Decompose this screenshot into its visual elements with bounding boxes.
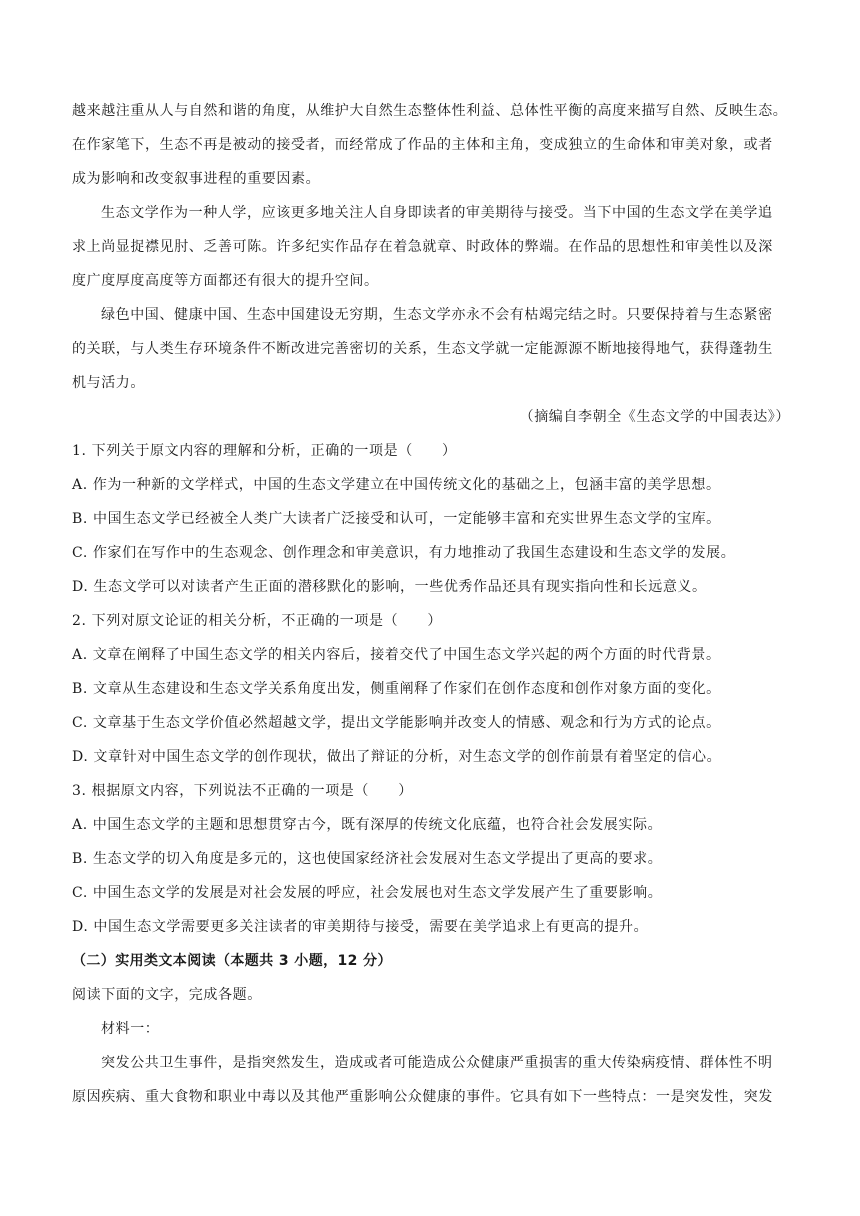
text-line: 的关联，与人类生存环境条件不断改进完善密切的关系，生态文学就一定能源源不断地接得地气，获得蓬勃生	[72, 341, 773, 357]
material-paragraph	[72, 1046, 792, 1114]
passage-continuation	[72, 94, 792, 196]
option-d: D. 中国生态文学需要更多关注读者的审美期待与接受，需要在美学追求上有更高的提升。	[72, 919, 649, 935]
text-line: 越来越注重从人与自然和谐的角度，从维护大自然生态整体性利益、总体性平衡的高度来描写自然、反映生态。	[72, 103, 788, 119]
text-line: 求上尚显捉襟见肘、乏善可陈。许多纪实作品存在着急就章、时政体的弊端。在作品的思想性和审美性以及深	[72, 239, 773, 255]
question-3	[72, 774, 792, 944]
text-line: 生态文学作为一种人学，应该更多地关注人自身即读者的审美期待与接受。当下中国的生态文学在美学追	[101, 205, 773, 221]
option-d: D. 文章针对中国生态文学的创作现状，做出了辩证的分析，对生态文学的创作前景有着坚定的信心。	[72, 749, 722, 765]
option-c: C. 作家们在写作中的生态观念、创作理念和审美意识，有力地推动了我国生态建设和生态文学的发展。	[72, 545, 736, 561]
text-line: 突发公共卫生事件，是指突然发生，造成或者可能造成公众健康严重损害的重大传染病疫情、群体性不明	[101, 1055, 773, 1071]
option-d: D. 生态文学可以对读者产生正面的潜移默化的影响，一些优秀作品还具有现实指向性和长远意义。	[72, 579, 707, 595]
document-page	[72, 94, 792, 1114]
paragraph-aesthetics	[72, 196, 792, 298]
instruction-text: 阅读下面的文字，完成各题。	[72, 987, 262, 1003]
section-heading: （二）实用类文本阅读（本题共 3 小题，12 分）	[72, 953, 392, 969]
text-line: 机与活力。	[72, 375, 145, 391]
question-1	[72, 434, 792, 604]
question-stem: 2. 下列对原文论证的相关分析，不正确的一项是（ ）	[72, 613, 443, 629]
text-line: 度广度厚度高度等方面都还有很大的提升空间。	[72, 273, 379, 289]
option-a: A. 中国生态文学的主题和思想贯穿古今，既有深厚的传统文化底蕴，也符合社会发展实际。	[72, 817, 663, 833]
question-stem: 3. 根据原文内容，下列说法不正确的一项是（ ）	[72, 783, 413, 799]
option-c: C. 中国生态文学的发展是对社会发展的呼应，社会发展也对生态文学发展产生了重要影响。	[72, 885, 663, 901]
text-line: 原因疾病、重大食物和职业中毒以及其他严重影响公众健康的事件。它具有如下一些特点：一是突发性，突发	[72, 1089, 773, 1105]
option-c: C. 文章基于生态文学价值必然超越文学，提出文学能影响并改变人的情感、观念和行为方式的论点。	[72, 715, 721, 731]
option-b: B. 生态文学的切入角度是多元的，这也使国家经济社会发展对生态文学提出了更高的要求。	[72, 851, 663, 867]
option-a: A. 文章在阐释了中国生态文学的相关内容后，接着交代了中国生态文学兴起的两个方面的时代背景。	[72, 647, 721, 663]
text-line: 绿色中国、健康中国、生态中国建设无穷期，生态文学亦永不会有枯竭完结之时。只要保持着与生态紧密	[101, 307, 773, 323]
source-citation: （摘编自李朝全《生态文学的中国表达》）	[519, 409, 790, 425]
text-line: 在作家笔下，生态不再是被动的接受者，而经常成了作品的主体和主角，变成独立的生命体和审美对象，或者	[72, 137, 773, 153]
text-line: 成为影响和改变叙事进程的重要因素。	[72, 171, 321, 187]
option-b: B. 中国生态文学已经被全人类广大读者广泛接受和认可，一定能够丰富和充实世界生态文学的宝库。	[72, 511, 721, 527]
option-b: B. 文章从生态建设和生态文学关系角度出发，侧重阐释了作家们在创作态度和创作对象方面的变化。	[72, 681, 721, 697]
material-label: 材料一：	[101, 1021, 160, 1037]
option-a: A. 作为一种新的文学样式，中国的生态文学建立在中国传统文化的基础之上，包涵丰富的美学思想。	[72, 477, 721, 493]
question-stem: 1. 下列关于原文内容的理解和分析，正确的一项是（ ）	[72, 443, 457, 459]
paragraph-outlook	[72, 298, 792, 400]
question-2	[72, 604, 792, 774]
